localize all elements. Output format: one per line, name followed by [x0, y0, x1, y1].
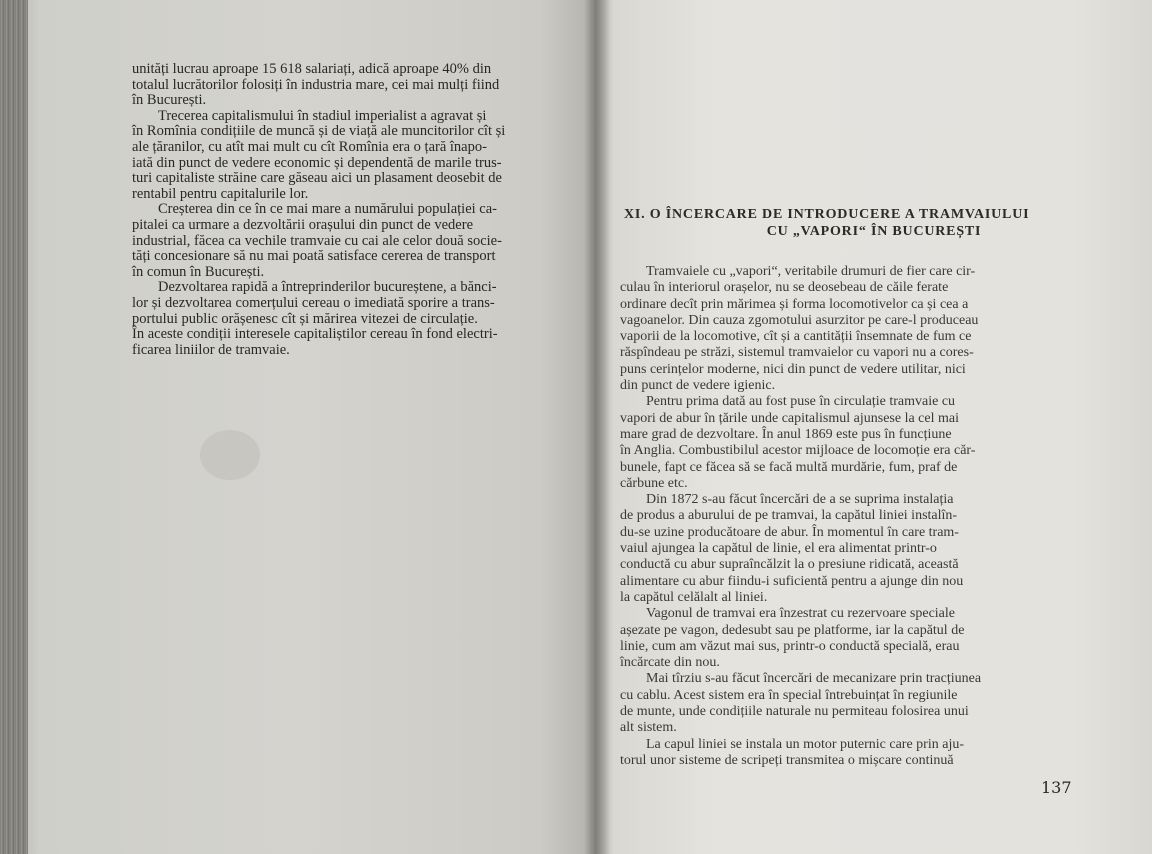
text-line: încărcate din nou. — [620, 655, 720, 671]
text-line: vaporii de la locomotive, cît și a cantității însemnate de fum ce — [620, 329, 972, 345]
text-line: turi capitaliste străine care găseau aici un plasament deosebit de — [132, 170, 502, 187]
text-line: de munte, unde condițiile naturale nu permiteau folosirea unui — [620, 704, 969, 720]
page-edges — [0, 0, 28, 854]
text-line: cu cablu. Acest sistem era în special întrebuințat în regiunile — [620, 687, 958, 703]
text-line: la capătul celălalt al liniei. — [620, 589, 768, 605]
paragraph — [132, 62, 587, 109]
text-line: ordinare decît prin mărimea și forma locomotivelor ca și cea a — [620, 296, 969, 312]
page-number-container — [1041, 778, 1072, 797]
text-line: La capul liniei se instala un motor puternic care prin aju- — [646, 736, 964, 752]
paragraph — [620, 606, 1066, 671]
text-line: Vagonul de tramvai era înzestrat cu rezervoare speciale — [646, 606, 955, 622]
text-line: iată din punct de vedere economic și dependentă de marile trus- — [132, 154, 502, 171]
text-line: în comun în București. — [132, 263, 265, 280]
paragraph — [620, 671, 1066, 736]
text-line: portului public orășenesc cît și mărirea vitezei de circulație. — [132, 310, 478, 327]
chapter-heading-line: XI. O ÎNCERCARE DE INTRODUCERE A TRAMVAIULUI — [624, 207, 1030, 222]
text-line: ficarea liniilor de tramvaie. — [132, 341, 290, 358]
text-line: așezate pe vagon, dedesubt sau pe platforme, iar la capătul de — [620, 622, 965, 638]
text-line: Trecerea capitalismului în stadiul imperialist a agravat și — [158, 107, 487, 124]
text-line: tăți concesionare să nu mai poată satisface cererea de transport — [132, 248, 496, 265]
text-line: linie, cum am văzut mai sus, printr-o conductă specială, erau — [620, 638, 960, 654]
text-line: Tramvaiele cu „vapori“, veritabile drumuri de fier care cir- — [646, 264, 976, 279]
text-line: Dezvoltarea rapidă a întreprinderilor bucureștene, a bănci- — [158, 279, 497, 296]
text-line: răspîndeau pe străzi, sistemul tramvaielor cu vapori nu a cores- — [620, 345, 974, 361]
paragraph — [132, 280, 587, 358]
right-page-text — [620, 264, 1066, 769]
text-line: de produs a aburului de pe tramvai, la capătul liniei instalîn- — [620, 508, 958, 524]
text-line: conductă cu abur supraîncălzit la o presiune ridicată, această — [620, 557, 959, 573]
text-line: ale țăranilor, cu atît mai mult cu cît Romînia era o țară înapo- — [132, 138, 487, 155]
paragraph — [132, 202, 587, 280]
text-line: vaiul ajungea la capătul de linie, el era alimentat printr-o — [620, 541, 937, 557]
text-line: industrial, făcea ca vechile tramvaie cu cai ale celor două socie- — [132, 232, 502, 249]
paragraph — [620, 737, 1066, 770]
text-line: vapori de abur în țările unde capitalismul ajunsese la cel mai — [620, 410, 959, 426]
book-gutter — [584, 0, 610, 854]
page-number: 137 — [1041, 778, 1072, 797]
text-line: torul unor sisteme de scripeți transmitea o mișcare continuă — [620, 752, 954, 768]
text-line: du-se uzine producătoare de abur. În momentul în care tram- — [620, 524, 959, 540]
paragraph — [620, 394, 1066, 492]
text-line: alt sistem. — [620, 720, 677, 736]
text-line: lor și dezvoltarea comerțului cereau o imediată sporire a trans- — [132, 294, 495, 311]
text-line: Mai tîrziu s-au făcut încercări de mecanizare prin tracțiunea — [646, 671, 982, 687]
text-line: unități lucrau aproape 15 618 salariați, adică aproape 40% din — [132, 61, 492, 77]
text-line: În aceste condiții interesele capitaliștilor cereau în fond electri- — [132, 326, 498, 343]
text-line: mare grad de dezvoltare. În anul 1869 este pus în funcțiune — [620, 426, 952, 442]
paper-stain — [200, 430, 260, 480]
text-line: în București. — [132, 92, 207, 109]
text-line: din punct de vedere igienic. — [620, 378, 776, 394]
text-line: Pentru prima dată au fost puse în circulație tramvaie cu — [646, 394, 956, 410]
text-line: în Romînia condițiile de muncă și de viață ale muncitorilor cît și — [132, 123, 506, 140]
chapter-heading — [596, 206, 1152, 240]
text-line: pitalei ca urmare a dezvoltării orașului din punct de vedere — [132, 216, 474, 233]
text-line: în Anglia. Combustibilul acestor mijloace de locomoție era căr- — [620, 443, 976, 459]
right-page — [596, 0, 1152, 854]
chapter-heading-line: CU „VAPORI“ ÎN BUCUREȘTI — [766, 224, 982, 239]
paragraph — [620, 492, 1066, 606]
text-line: rentabil pentru capitalurile lor. — [132, 185, 309, 202]
text-line: Din 1872 s-au făcut încercări de a se suprima instalația — [646, 492, 954, 508]
text-line: vagoanelor. Din cauza zgomotului asurzitor pe care-l produceau — [620, 312, 979, 328]
paragraph — [132, 109, 587, 203]
text-line: Creșterea din ce în ce mai mare a numărului populației ca- — [158, 201, 497, 218]
text-line: cărbune etc. — [620, 475, 688, 491]
text-line: totalul lucrătorilor folosiți în industria mare, cei mai mulți fiind — [132, 76, 500, 93]
text-line: culau în interiorul orașelor, nu se deosebeau de căile ferate — [620, 280, 949, 296]
text-line: bunele, fapt ce făcea să se facă multă murdărie, fum, praf de — [620, 459, 958, 475]
text-line: alimentare cu abur fiindu-i suficientă pentru a ajunge din nou — [620, 573, 964, 589]
paragraph — [620, 264, 1066, 394]
text-line: puns cerințelor moderne, nici din punct de vedere utilitar, nici — [620, 361, 966, 377]
left-page-text — [132, 62, 587, 358]
